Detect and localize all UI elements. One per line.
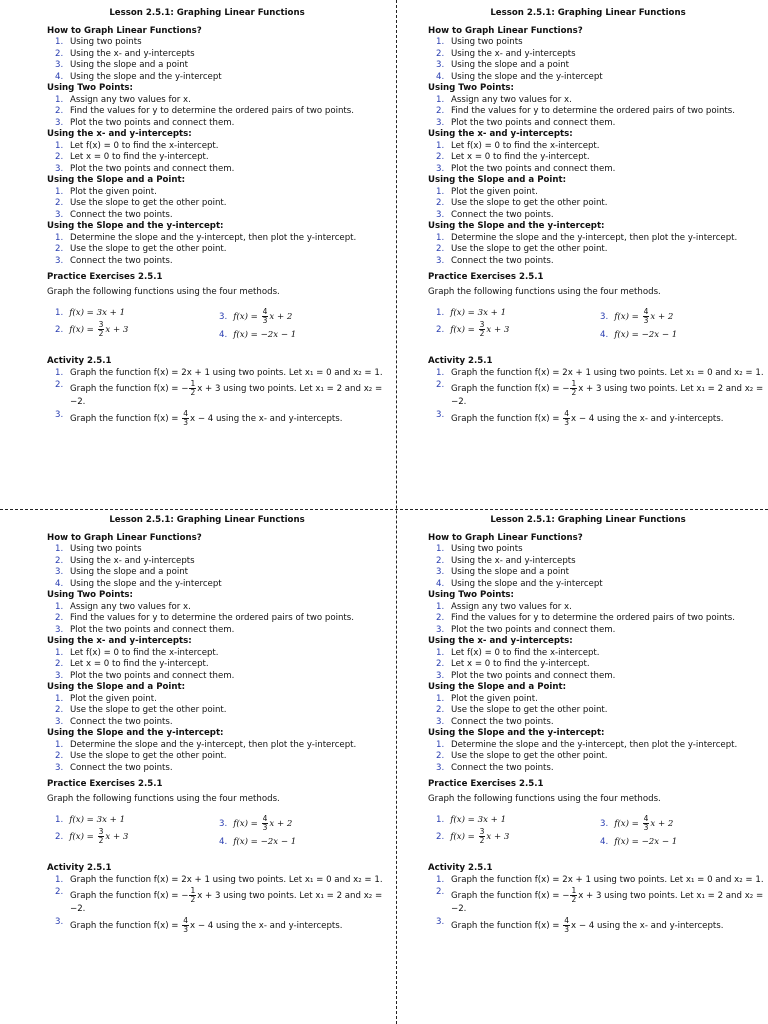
- slope-intercept-list: [428, 740, 766, 775]
- practice-exercises: [47, 306, 385, 344]
- horizontal-cut-line: [0, 509, 768, 510]
- list-item: 3. Using the slope and a point: [55, 567, 189, 577]
- list-item: 1. Using two points: [436, 544, 523, 554]
- list-item: 1. Assign any two values for x.: [55, 601, 191, 612]
- how-list: [47, 544, 385, 590]
- fraction: $\frac{1}{2}$: [190, 379, 196, 397]
- activity-list: [428, 875, 766, 934]
- list-item: 3. Using the slope and a point: [436, 567, 570, 577]
- fraction: $\frac{4}{3}$: [183, 408, 189, 427]
- list-item: 3. Graph the function f(x) = $\frac{4}{3}$ x − 4 using the x- and y-intercepts.: [436, 915, 724, 934]
- exercise-item: 3. f(x) = $\frac{4}{3}$ x + 2: [219, 307, 293, 325]
- list-item: 2. Find the values for y to determine the ordered pairs of two points.: [55, 613, 354, 623]
- list-item: 1. Graph the function f(x) = 2x + 1 using two points. Let x₁ = 0 and x₂ = 1.: [55, 367, 383, 378]
- list-item: 2. Find the values for y to determine the ordered pairs of two points.: [436, 106, 735, 116]
- list-item: 3. Connect the two points.: [55, 255, 173, 266]
- fraction: $\frac{4}{3}$: [262, 814, 268, 832]
- list-item: 1. Using two points: [55, 37, 142, 47]
- slope-point-list: [428, 694, 766, 729]
- how-list: [47, 37, 385, 83]
- list-item: 1. Using two points: [55, 544, 142, 554]
- list-item: 2. Use the slope to get the other point.: [55, 198, 227, 208]
- how-heading: How to Graph Linear Functions?: [428, 532, 583, 543]
- practice-heading: Practice Exercises 2.5.1: [428, 272, 544, 282]
- fraction: $\frac{1}{2}$: [571, 886, 577, 904]
- intercepts-list: [428, 141, 766, 176]
- fraction: $\frac{4}{3}$: [643, 814, 649, 832]
- exercise-item: 1. f(x) = 3x + 1: [55, 308, 126, 318]
- exercise-item: 4. f(x) = −2x − 1: [219, 837, 297, 847]
- how-list: [428, 544, 766, 590]
- list-item: 2. Use the slope to get the other point.: [436, 705, 608, 715]
- two-points-heading: Using Two Points:: [428, 83, 514, 93]
- lesson-title: Lesson 2.5.1: Graphing Linear Functions: [490, 8, 686, 18]
- list-item: 3. Connect the two points.: [436, 716, 554, 727]
- list-item: 3. Plot the two points and connect them.: [55, 670, 235, 681]
- intercepts-list: [47, 648, 385, 683]
- list-item: 3. Using the slope and a point: [55, 60, 189, 70]
- slope-point-heading: Using the Slope and a Point:: [428, 682, 567, 692]
- intercepts-list: [47, 141, 385, 176]
- list-item: 3. Graph the function f(x) = $\frac{4}{3}$ x − 4 using the x- and y-intercepts.: [55, 915, 343, 934]
- list-item: 1. Plot the given point.: [436, 186, 538, 197]
- activity-heading: Activity 2.5.1: [47, 863, 112, 873]
- worksheet-copy-2: [428, 8, 766, 428]
- activity-heading: Activity 2.5.1: [428, 356, 493, 366]
- list-item: 2. Use the slope to get the other point.: [55, 244, 227, 254]
- list-item: 1. Determine the slope and the y-intercept, then plot the y-intercept.: [55, 232, 357, 243]
- list-item: 3. Plot the two points and connect them.: [55, 163, 235, 174]
- list-item: 3. Connect the two points.: [55, 716, 173, 727]
- exercise-item: 4. f(x) = −2x − 1: [600, 837, 678, 847]
- fraction: $\frac{4}{3}$: [643, 307, 649, 325]
- vertical-cut-line: [396, 0, 397, 1024]
- slope-point-heading: Using the Slope and a Point:: [47, 175, 186, 185]
- list-item: 2. Using the x- and y-intercepts: [436, 48, 576, 59]
- list-item: 1. Determine the slope and the y-intercept, then plot the y-intercept.: [436, 232, 738, 243]
- two-points-list: [428, 95, 766, 130]
- slope-intercept-heading: Using the Slope and the y-intercept:: [428, 221, 605, 231]
- two-points-heading: Using Two Points:: [47, 83, 133, 93]
- how-heading: How to Graph Linear Functions?: [47, 532, 202, 543]
- list-item: 2. Using the x- and y-intercepts: [55, 48, 195, 59]
- list-item: 1. Assign any two values for x.: [436, 94, 572, 105]
- list-item: 1. Graph the function f(x) = 2x + 1 using two points. Let x₁ = 0 and x₂ = 1.: [436, 367, 764, 378]
- slope-point-heading: Using the Slope and a Point:: [428, 175, 567, 185]
- list-item: 1. Let f(x) = 0 to find the x-intercept.: [436, 140, 600, 151]
- two-points-list: [47, 95, 385, 130]
- list-item: 1. Assign any two values for x.: [55, 94, 191, 105]
- list-item: 3. Plot the two points and connect them.: [55, 117, 235, 128]
- list-item: 1. Let f(x) = 0 to find the x-intercept.: [436, 647, 600, 658]
- list-item: 1. Let f(x) = 0 to find the x-intercept.: [55, 140, 219, 151]
- list-item: 2. Let x = 0 to find the y-intercept.: [55, 659, 209, 669]
- list-item: 1. Determine the slope and the y-intercept, then plot the y-intercept.: [55, 739, 357, 750]
- list-item: 3. Plot the two points and connect them.: [436, 624, 616, 635]
- exercise-item: 2. f(x) = $\frac{3}{2}$ x + 3: [55, 827, 129, 845]
- how-heading: How to Graph Linear Functions?: [428, 25, 583, 36]
- list-item: 4. Using the slope and the y-intercept: [436, 71, 603, 82]
- list-item: 2. Let x = 0 to find the y-intercept.: [55, 152, 209, 162]
- list-item: 3. Plot the two points and connect them.: [55, 624, 235, 635]
- fraction: $\frac{4}{3}$: [183, 915, 189, 934]
- fraction: $\frac{3}{2}$: [479, 320, 485, 338]
- fraction: $\frac{3}{2}$: [98, 827, 104, 845]
- lesson-title: Lesson 2.5.1: Graphing Linear Functions: [109, 515, 305, 525]
- practice-instruction: Graph the following functions using the four methods.: [47, 286, 280, 297]
- list-item: 3. Connect the two points.: [55, 762, 173, 773]
- list-item: 1. Plot the given point.: [55, 693, 157, 704]
- worksheet-copy-1: [47, 8, 385, 428]
- fraction: $\frac{1}{2}$: [571, 379, 577, 397]
- list-item: 2. Graph the function f(x) = − $\frac{1}{2}$ x + 3 using two points. Let x₁ = 2 and x₂ = −2.: [55, 886, 383, 914]
- list-item: 2. Let x = 0 to find the y-intercept.: [436, 152, 590, 162]
- practice-heading: Practice Exercises 2.5.1: [47, 779, 163, 789]
- two-points-list: [428, 602, 766, 637]
- list-item: 1. Let f(x) = 0 to find the x-intercept.: [55, 647, 219, 658]
- list-item: 2. Graph the function f(x) = − $\frac{1}{2}$ x + 3 using two points. Let x₁ = 2 and x₂ = −2.: [55, 379, 383, 407]
- list-item: 4. Using the slope and the y-intercept: [55, 578, 222, 589]
- list-item: 3. Connect the two points.: [55, 209, 173, 220]
- list-item: 2. Let x = 0 to find the y-intercept.: [436, 659, 590, 669]
- fraction: $\frac{4}{3}$: [564, 915, 570, 934]
- exercise-item: 2. f(x) = $\frac{3}{2}$ x + 3: [55, 320, 129, 338]
- activity-list: [47, 875, 385, 934]
- slope-point-heading: Using the Slope and a Point:: [47, 682, 186, 692]
- list-item: 3. Plot the two points and connect them.: [436, 670, 616, 681]
- exercise-item: 3. f(x) = $\frac{4}{3}$ x + 2: [600, 307, 674, 325]
- list-item: 2. Graph the function f(x) = − $\frac{1}{2}$ x + 3 using two points. Let x₁ = 2 and x₂ = −2.: [436, 379, 764, 407]
- fraction: $\frac{4}{3}$: [564, 408, 570, 427]
- exercise-item: 3. f(x) = $\frac{4}{3}$ x + 2: [600, 814, 674, 832]
- list-item: 2. Use the slope to get the other point.: [436, 751, 608, 761]
- fraction: $\frac{1}{2}$: [190, 886, 196, 904]
- activity-heading: Activity 2.5.1: [428, 863, 493, 873]
- intercepts-heading: Using the x- and y-intercepts:: [428, 636, 573, 646]
- list-item: 1. Assign any two values for x.: [436, 601, 572, 612]
- slope-point-list: [47, 694, 385, 729]
- slope-intercept-list: [47, 740, 385, 775]
- slope-intercept-heading: Using the Slope and the y-intercept:: [428, 728, 605, 738]
- list-item: 3. Plot the two points and connect them.: [436, 163, 616, 174]
- slope-intercept-heading: Using the Slope and the y-intercept:: [47, 221, 224, 231]
- practice-exercises: [428, 306, 766, 344]
- slope-intercept-list: [47, 233, 385, 268]
- list-item: 2. Using the x- and y-intercepts: [55, 555, 195, 566]
- list-item: 2. Use the slope to get the other point.: [436, 198, 608, 208]
- intercepts-heading: Using the x- and y-intercepts:: [428, 129, 573, 139]
- practice-heading: Practice Exercises 2.5.1: [428, 779, 544, 789]
- list-item: 1. Plot the given point.: [436, 693, 538, 704]
- exercise-item: 1. f(x) = 3x + 1: [436, 308, 507, 318]
- list-item: 3. Plot the two points and connect them.: [436, 117, 616, 128]
- list-item: 2. Graph the function f(x) = − $\frac{1}{2}$ x + 3 using two points. Let x₁ = 2 and x₂ = −2.: [436, 886, 764, 914]
- lesson-title: Lesson 2.5.1: Graphing Linear Functions: [490, 515, 686, 525]
- exercise-item: 1. f(x) = 3x + 1: [55, 815, 126, 825]
- fraction: $\frac{3}{2}$: [479, 827, 485, 845]
- exercise-item: 2. f(x) = $\frac{3}{2}$ x + 3: [436, 320, 510, 338]
- list-item: 3. Graph the function f(x) = $\frac{4}{3}$ x − 4 using the x- and y-intercepts.: [436, 408, 724, 427]
- slope-intercept-list: [428, 233, 766, 268]
- exercise-item: 3. f(x) = $\frac{4}{3}$ x + 2: [219, 814, 293, 832]
- slope-intercept-heading: Using the Slope and the y-intercept:: [47, 728, 224, 738]
- list-item: 2. Find the values for y to determine the ordered pairs of two points.: [436, 613, 735, 623]
- practice-instruction: Graph the following functions using the four methods.: [47, 793, 280, 804]
- list-item: 3. Connect the two points.: [436, 209, 554, 220]
- list-item: 3. Graph the function f(x) = $\frac{4}{3}$ x − 4 using the x- and y-intercepts.: [55, 408, 343, 427]
- practice-instruction: Graph the following functions using the four methods.: [428, 286, 661, 297]
- activity-heading: Activity 2.5.1: [47, 356, 112, 366]
- lesson-title: Lesson 2.5.1: Graphing Linear Functions: [109, 8, 305, 18]
- list-item: 1. Graph the function f(x) = 2x + 1 using two points. Let x₁ = 0 and x₂ = 1.: [55, 874, 383, 885]
- worksheet-copy-3: [47, 515, 385, 935]
- two-points-list: [47, 602, 385, 637]
- list-item: 4. Using the slope and the y-intercept: [55, 71, 222, 82]
- exercise-item: 1. f(x) = 3x + 1: [436, 815, 507, 825]
- list-item: 1. Using two points: [436, 37, 523, 47]
- how-heading: How to Graph Linear Functions?: [47, 25, 202, 36]
- list-item: 2. Use the slope to get the other point.: [55, 705, 227, 715]
- list-item: 2. Use the slope to get the other point.: [436, 244, 608, 254]
- practice-exercises: [428, 813, 766, 851]
- list-item: 3. Using the slope and a point: [436, 60, 570, 70]
- exercise-item: 2. f(x) = $\frac{3}{2}$ x + 3: [436, 827, 510, 845]
- list-item: 2. Using the x- and y-intercepts: [436, 555, 576, 566]
- two-points-heading: Using Two Points:: [428, 590, 514, 600]
- slope-point-list: [428, 187, 766, 222]
- activity-list: [47, 368, 385, 427]
- worksheet-copy-4: [428, 515, 766, 935]
- list-item: 3. Connect the two points.: [436, 762, 554, 773]
- list-item: 2. Find the values for y to determine the ordered pairs of two points.: [55, 106, 354, 116]
- list-item: 3. Connect the two points.: [436, 255, 554, 266]
- intercepts-heading: Using the x- and y-intercepts:: [47, 129, 192, 139]
- activity-list: [428, 368, 766, 427]
- practice-instruction: Graph the following functions using the four methods.: [428, 793, 661, 804]
- intercepts-heading: Using the x- and y-intercepts:: [47, 636, 192, 646]
- practice-heading: Practice Exercises 2.5.1: [47, 272, 163, 282]
- list-item: 1. Determine the slope and the y-intercept, then plot the y-intercept.: [436, 739, 738, 750]
- list-item: 1. Plot the given point.: [55, 186, 157, 197]
- list-item: 2. Use the slope to get the other point.: [55, 751, 227, 761]
- exercise-item: 4. f(x) = −2x − 1: [600, 330, 678, 340]
- exercise-item: 4. f(x) = −2x − 1: [219, 330, 297, 340]
- fraction: $\frac{4}{3}$: [262, 307, 268, 325]
- slope-point-list: [47, 187, 385, 222]
- how-list: [428, 37, 766, 83]
- two-points-heading: Using Two Points:: [47, 590, 133, 600]
- list-item: 1. Graph the function f(x) = 2x + 1 using two points. Let x₁ = 0 and x₂ = 1.: [436, 874, 764, 885]
- intercepts-list: [428, 648, 766, 683]
- list-item: 4. Using the slope and the y-intercept: [436, 578, 603, 589]
- fraction: $\frac{3}{2}$: [98, 320, 104, 338]
- practice-exercises: [47, 813, 385, 851]
